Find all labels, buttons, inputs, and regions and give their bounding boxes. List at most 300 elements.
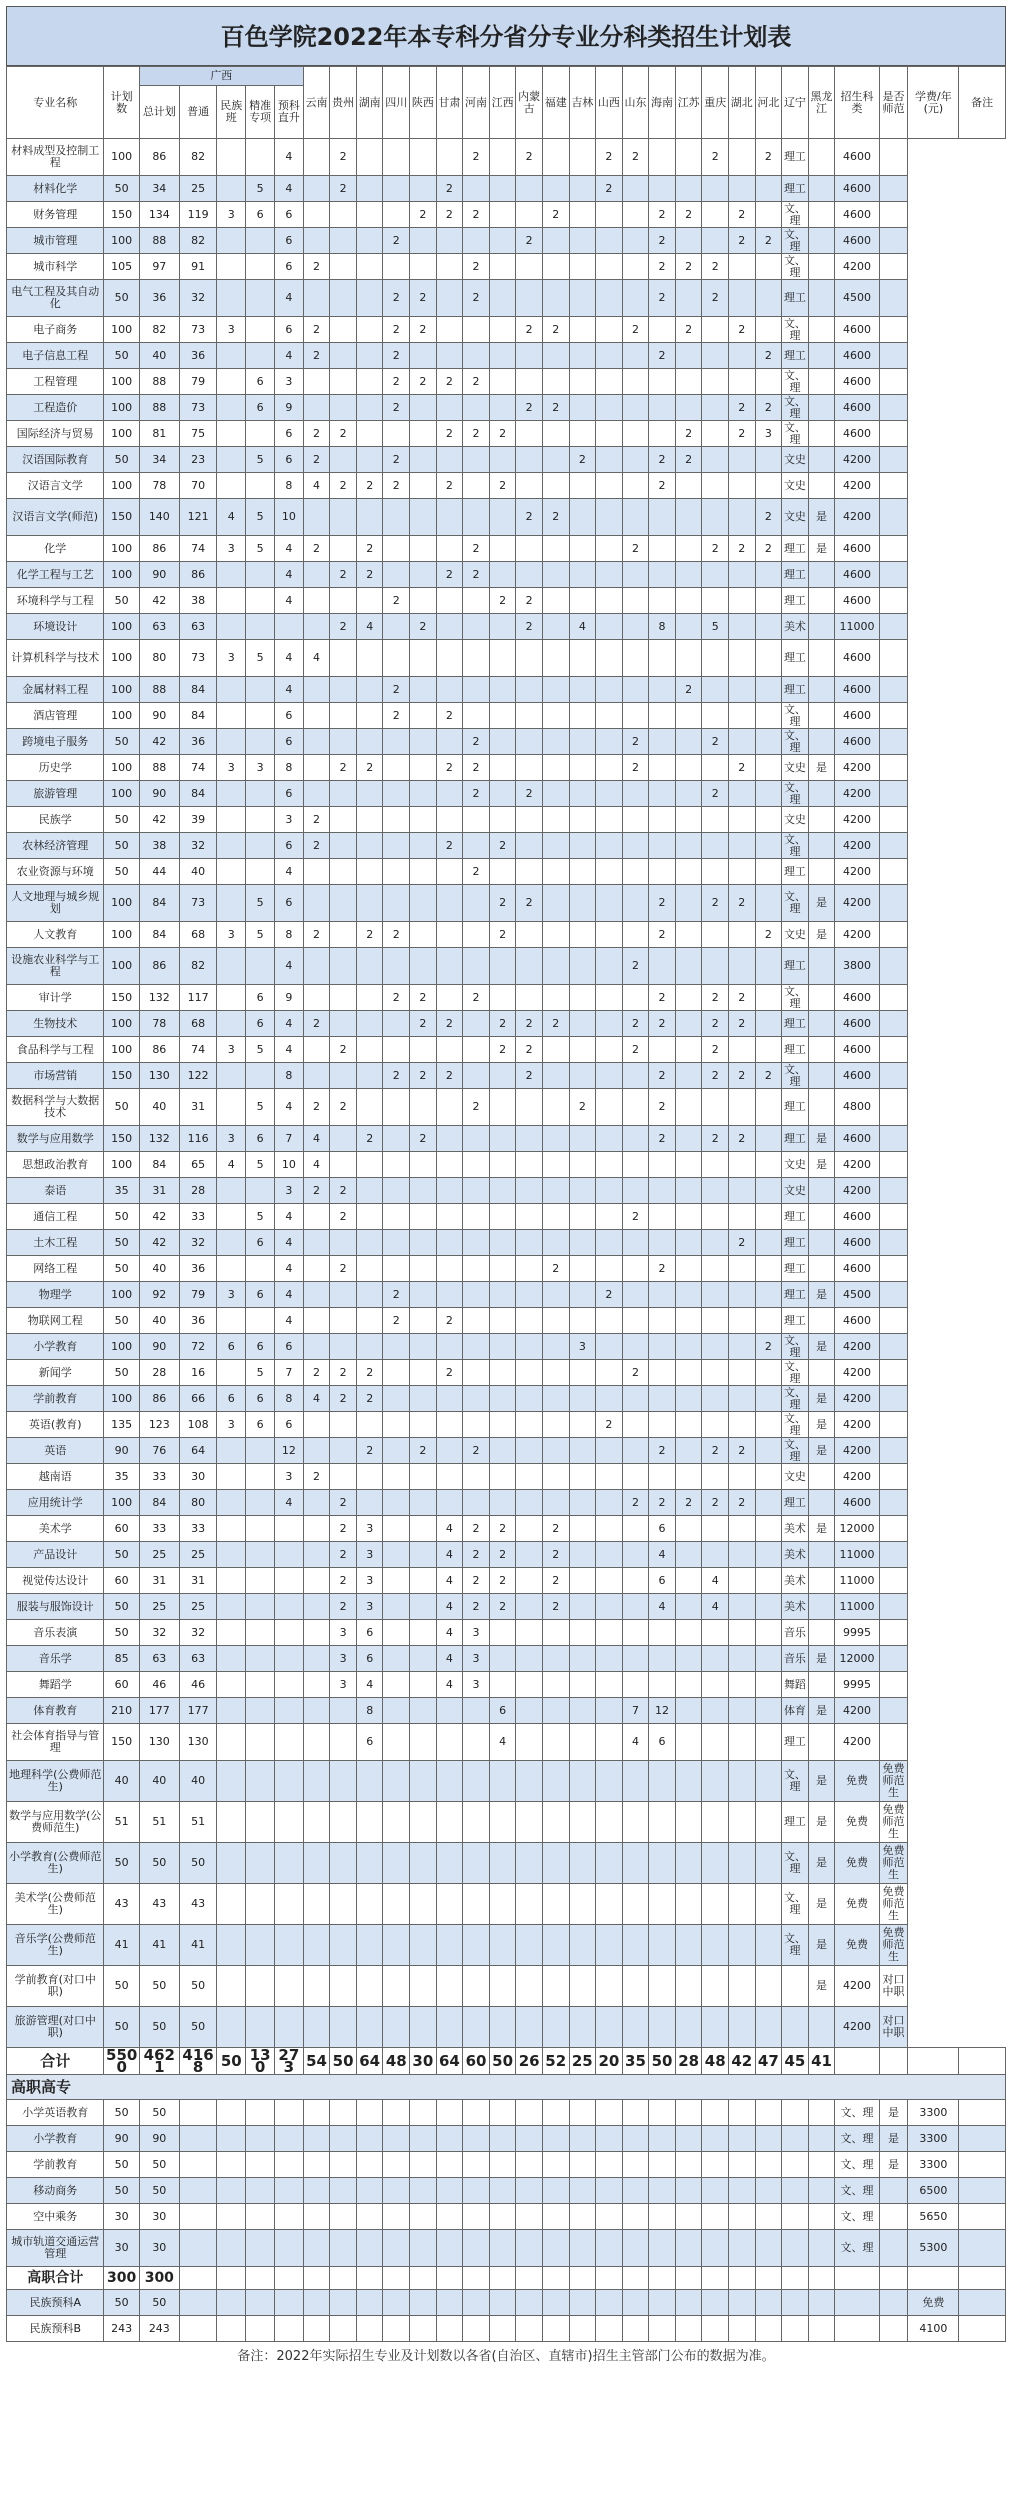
cell — [246, 1594, 275, 1620]
cell: 文史 — [782, 499, 809, 536]
cell — [729, 1386, 756, 1412]
cell — [675, 833, 702, 859]
cell: 2 — [410, 202, 437, 228]
cell: 2 — [516, 885, 543, 922]
table-row — [7, 1412, 1006, 1438]
cell: 2 — [330, 473, 357, 499]
cell — [463, 614, 490, 640]
cell: 50 — [104, 280, 139, 317]
cell — [274, 2204, 303, 2230]
cell — [217, 1620, 246, 1646]
cell: 2 — [702, 139, 729, 176]
cell — [516, 1256, 543, 1282]
cell: 2 — [303, 1089, 330, 1126]
cell — [569, 395, 596, 421]
cell — [675, 1925, 702, 1966]
cell: 66 — [179, 1386, 217, 1412]
cell: 美术 — [782, 1594, 809, 1620]
cell — [246, 421, 275, 447]
cell: 2 — [516, 1011, 543, 1037]
cell — [274, 1698, 303, 1724]
table-row — [7, 1386, 1006, 1412]
cell — [330, 781, 357, 807]
cell: 72 — [179, 1334, 217, 1360]
table-row — [7, 1011, 1006, 1037]
cell — [542, 369, 569, 395]
cell — [217, 473, 246, 499]
cell — [569, 1204, 596, 1230]
cell — [649, 536, 676, 562]
major-name: 服装与服饰设计 — [7, 1594, 104, 1620]
cell — [246, 1063, 275, 1089]
cell: 2 — [330, 1089, 357, 1126]
cell: 4600 — [835, 536, 879, 562]
major-name: 音乐表演 — [7, 1620, 104, 1646]
cell — [702, 2100, 729, 2126]
cell — [755, 2267, 782, 2290]
cell — [303, 2152, 330, 2178]
cell: 2 — [516, 1037, 543, 1063]
major-name: 体育教育 — [7, 1698, 104, 1724]
cell — [217, 885, 246, 922]
major-name: 越南语 — [7, 1464, 104, 1490]
cell — [383, 2290, 410, 2316]
cell: 是 — [808, 1884, 835, 1925]
cell: 2 — [436, 1360, 463, 1386]
table-row — [7, 202, 1006, 228]
cell: 2 — [516, 588, 543, 614]
cell — [596, 640, 623, 677]
cell — [463, 1126, 490, 1152]
cell: 117 — [179, 985, 217, 1011]
cell: 6 — [274, 254, 303, 280]
cell — [516, 1646, 543, 1672]
cell — [702, 317, 729, 343]
cell: 6 — [246, 1011, 275, 1037]
cell — [622, 2178, 649, 2204]
cell — [729, 1966, 756, 2007]
cell — [489, 254, 516, 280]
cell: 177 — [139, 1698, 179, 1724]
cell — [622, 2100, 649, 2126]
cell — [755, 1884, 782, 1925]
cell: 是 — [808, 1646, 835, 1672]
cell — [808, 2267, 835, 2290]
cell: 4 — [436, 1594, 463, 1620]
cell — [356, 1334, 383, 1360]
cell — [596, 859, 623, 885]
table-row — [7, 1464, 1006, 1490]
cell — [303, 1204, 330, 1230]
cell: 33 — [139, 1516, 179, 1542]
cell — [217, 280, 246, 317]
cell — [516, 176, 543, 202]
cell — [356, 2204, 383, 2230]
cell — [879, 922, 908, 948]
cell — [542, 948, 569, 985]
cell — [622, 280, 649, 317]
cell — [879, 2316, 908, 2342]
cell — [879, 1386, 908, 1412]
cell: 2 — [649, 1126, 676, 1152]
major-name: 舞蹈学 — [7, 1672, 104, 1698]
cell — [879, 2290, 908, 2316]
total-cell — [908, 2048, 959, 2075]
cell: 是 — [808, 1966, 835, 2007]
cell — [410, 807, 437, 833]
cell — [569, 280, 596, 317]
cell — [729, 833, 756, 859]
cell — [303, 729, 330, 755]
cell — [879, 1490, 908, 1516]
cell: 2 — [410, 614, 437, 640]
cell: 2 — [303, 1360, 330, 1386]
cell — [702, 1925, 729, 1966]
cell: 36 — [179, 729, 217, 755]
cell — [179, 2230, 217, 2267]
cell — [516, 1761, 543, 1802]
cell: 5 — [246, 640, 275, 677]
cell — [649, 948, 676, 985]
cell — [489, 228, 516, 254]
cell: 理工 — [782, 1126, 809, 1152]
cell — [330, 948, 357, 985]
cell: 2 — [463, 755, 490, 781]
cell: 是 — [808, 885, 835, 922]
cell — [356, 729, 383, 755]
cell: 44 — [139, 859, 179, 885]
table-row — [7, 562, 1006, 588]
cell: 2 — [649, 885, 676, 922]
cell — [755, 1516, 782, 1542]
cell: 84 — [139, 1152, 179, 1178]
table-row — [7, 1802, 1006, 1843]
cell: 2 — [383, 395, 410, 421]
cell: 3 — [330, 1672, 357, 1698]
cell: 36 — [179, 343, 217, 369]
cell — [436, 614, 463, 640]
major-name: 数学与应用数学 — [7, 1126, 104, 1152]
cell: 2 — [436, 562, 463, 588]
cell: 2 — [383, 1308, 410, 1334]
cell: 2 — [436, 703, 463, 729]
cell — [622, 985, 649, 1011]
cell: 25 — [139, 1594, 179, 1620]
cell — [808, 2126, 835, 2152]
major-name: 数据科学与大数据技术 — [7, 1089, 104, 1126]
cell — [330, 1126, 357, 1152]
cell — [808, 2316, 835, 2342]
table-row — [7, 755, 1006, 781]
cell: 2 — [356, 1438, 383, 1464]
cell: 4200 — [835, 1412, 879, 1438]
cell — [808, 1230, 835, 1256]
cell: 免费师范生 — [879, 1843, 908, 1884]
cell — [246, 948, 275, 985]
cell — [596, 1011, 623, 1037]
cell: 30 — [104, 2230, 139, 2267]
cell — [410, 1843, 437, 1884]
cell — [303, 1724, 330, 1761]
cell — [729, 1802, 756, 1843]
total-cell: 52 — [542, 2048, 569, 2075]
cell — [542, 1412, 569, 1438]
major-name: 汉语国际教育 — [7, 447, 104, 473]
cell: 40 — [139, 343, 179, 369]
cell — [702, 2267, 729, 2290]
cell — [675, 1360, 702, 1386]
major-name: 土木工程 — [7, 1230, 104, 1256]
cell — [569, 1490, 596, 1516]
cell — [755, 2007, 782, 2048]
cell — [383, 562, 410, 588]
cell — [675, 1802, 702, 1843]
cell — [755, 1089, 782, 1126]
cell — [755, 1360, 782, 1386]
cell — [330, 2126, 357, 2152]
cell — [217, 1490, 246, 1516]
cell — [489, 447, 516, 473]
header-guangxi-sub: 总计划 — [139, 86, 179, 139]
cell — [879, 1334, 908, 1360]
cell: 2 — [569, 447, 596, 473]
cell: 6 — [274, 447, 303, 473]
cell — [569, 2100, 596, 2126]
cell — [274, 2007, 303, 2048]
table-row — [7, 421, 1006, 447]
cell — [383, 2100, 410, 2126]
major-name: 学前教育(对口中职) — [7, 1966, 104, 2007]
cell: 2 — [702, 1438, 729, 1464]
major-name: 材料化学 — [7, 176, 104, 202]
cell: 100 — [104, 473, 139, 499]
cell — [516, 254, 543, 280]
cell — [410, 703, 437, 729]
cell — [410, 2204, 437, 2230]
cell — [246, 1516, 275, 1542]
cell — [436, 1230, 463, 1256]
cell — [622, 1516, 649, 1542]
cell — [303, 781, 330, 807]
cell — [729, 1646, 756, 1672]
major-name: 民族预科A — [7, 2290, 104, 2316]
cell: 2 — [463, 369, 490, 395]
cell — [463, 948, 490, 985]
cell — [542, 1178, 569, 1204]
header-guangxi-sub: 普通 — [179, 86, 217, 139]
cell — [217, 1360, 246, 1386]
cell — [246, 228, 275, 254]
cell: 4 — [303, 1126, 330, 1152]
cell: 2 — [303, 1464, 330, 1490]
cell: 2 — [649, 228, 676, 254]
cell: 8 — [649, 614, 676, 640]
cell — [879, 176, 908, 202]
cell: 9995 — [835, 1620, 879, 1646]
cell — [569, 2316, 596, 2342]
cell — [622, 176, 649, 202]
header-province: 云南 — [303, 67, 330, 139]
header-province: 辽宁 — [782, 67, 809, 139]
cell — [303, 369, 330, 395]
cell — [246, 139, 275, 176]
cell — [356, 1178, 383, 1204]
cell — [463, 473, 490, 499]
cell — [436, 499, 463, 536]
cell — [596, 2290, 623, 2316]
cell: 50 — [104, 2007, 139, 2048]
cell: 42 — [139, 729, 179, 755]
cell — [702, 755, 729, 781]
cell — [246, 2316, 275, 2342]
cell — [879, 640, 908, 677]
cell — [675, 1966, 702, 2007]
cell: 63 — [139, 614, 179, 640]
cell: 2 — [463, 859, 490, 885]
cell — [383, 1542, 410, 1568]
cell: 3 — [274, 1464, 303, 1490]
cell — [410, 1802, 437, 1843]
cell — [596, 254, 623, 280]
cell: 8 — [274, 1063, 303, 1089]
cell — [622, 1672, 649, 1698]
cell: 2 — [383, 447, 410, 473]
cell: 2 — [729, 1126, 756, 1152]
header-province: 山西 — [596, 67, 623, 139]
cell: 4 — [274, 562, 303, 588]
table-row — [7, 1966, 1006, 2007]
cell — [622, 1308, 649, 1334]
cell — [516, 833, 543, 859]
cell: 3 — [217, 317, 246, 343]
cell — [879, 859, 908, 885]
cell — [622, 1802, 649, 1843]
cell — [410, 1884, 437, 1925]
cell: 90 — [104, 2126, 139, 2152]
cell — [622, 1542, 649, 1568]
cell: 2 — [330, 1568, 357, 1594]
cell — [755, 703, 782, 729]
cell — [596, 1089, 623, 1126]
cell — [649, 1360, 676, 1386]
cell — [516, 1542, 543, 1568]
cell — [383, 2178, 410, 2204]
cell — [356, 2152, 383, 2178]
cell: 100 — [104, 677, 139, 703]
cell: 40 — [104, 1761, 139, 1802]
cell — [303, 1516, 330, 1542]
cell: 2 — [729, 536, 756, 562]
table-row — [7, 885, 1006, 922]
cell: 31 — [179, 1089, 217, 1126]
cell — [410, 499, 437, 536]
cell — [489, 1843, 516, 1884]
cell — [675, 139, 702, 176]
cell: 50 — [104, 176, 139, 202]
cell: 音乐 — [782, 1620, 809, 1646]
major-name: 电子信息工程 — [7, 343, 104, 369]
header-fee: 学费/年(元) — [908, 67, 959, 139]
cell: 6 — [356, 1724, 383, 1761]
cell — [410, 755, 437, 781]
cell: 2 — [356, 562, 383, 588]
cell — [879, 1063, 908, 1089]
cell: 2 — [729, 228, 756, 254]
cell — [489, 280, 516, 317]
cell: 2 — [383, 473, 410, 499]
cell — [246, 677, 275, 703]
cell: 2 — [303, 1011, 330, 1037]
table-row — [7, 781, 1006, 807]
cell — [463, 2100, 490, 2126]
major-name: 电子商务 — [7, 317, 104, 343]
cell: 免费 — [835, 1884, 879, 1925]
cell — [755, 280, 782, 317]
cell — [330, 677, 357, 703]
cell: 免费师范生 — [879, 1925, 908, 1966]
cell — [729, 499, 756, 536]
cell — [356, 859, 383, 885]
cell — [303, 703, 330, 729]
cell — [436, 343, 463, 369]
cell — [755, 202, 782, 228]
cell — [542, 922, 569, 948]
cell: 6 — [246, 1412, 275, 1438]
cell — [879, 2230, 908, 2267]
cell: 3300 — [908, 2126, 959, 2152]
cell — [622, 1620, 649, 1646]
cell — [729, 1282, 756, 1308]
cell — [808, 2230, 835, 2267]
cell: 2 — [755, 536, 782, 562]
cell — [463, 2007, 490, 2048]
cell — [542, 1063, 569, 1089]
cell: 文、理 — [782, 781, 809, 807]
cell: 100 — [104, 139, 139, 176]
cell — [569, 562, 596, 588]
cell — [356, 1490, 383, 1516]
cell: 35 — [104, 1464, 139, 1490]
cell — [702, 1204, 729, 1230]
table-row — [7, 1761, 1006, 1802]
cell: 4 — [274, 343, 303, 369]
cell: 4 — [702, 1594, 729, 1620]
cell: 2 — [729, 1438, 756, 1464]
cell: 70 — [179, 473, 217, 499]
cell: 4600 — [835, 1037, 879, 1063]
cell — [755, 562, 782, 588]
cell: 文、理 — [782, 1386, 809, 1412]
cell — [303, 1412, 330, 1438]
cell — [383, 833, 410, 859]
cell: 2 — [383, 228, 410, 254]
cell — [569, 781, 596, 807]
cell: 50 — [104, 1542, 139, 1568]
cell: 6 — [246, 1386, 275, 1412]
cell — [383, 176, 410, 202]
vocational-row — [7, 2152, 1006, 2178]
cell — [675, 280, 702, 317]
cell — [755, 1843, 782, 1884]
cell — [675, 1334, 702, 1360]
cell: 50 — [104, 588, 139, 614]
cell — [436, 228, 463, 254]
cell: 39 — [179, 807, 217, 833]
cell: 2 — [383, 1063, 410, 1089]
cell — [569, 1178, 596, 1204]
cell — [596, 2178, 623, 2204]
cell — [649, 1334, 676, 1360]
